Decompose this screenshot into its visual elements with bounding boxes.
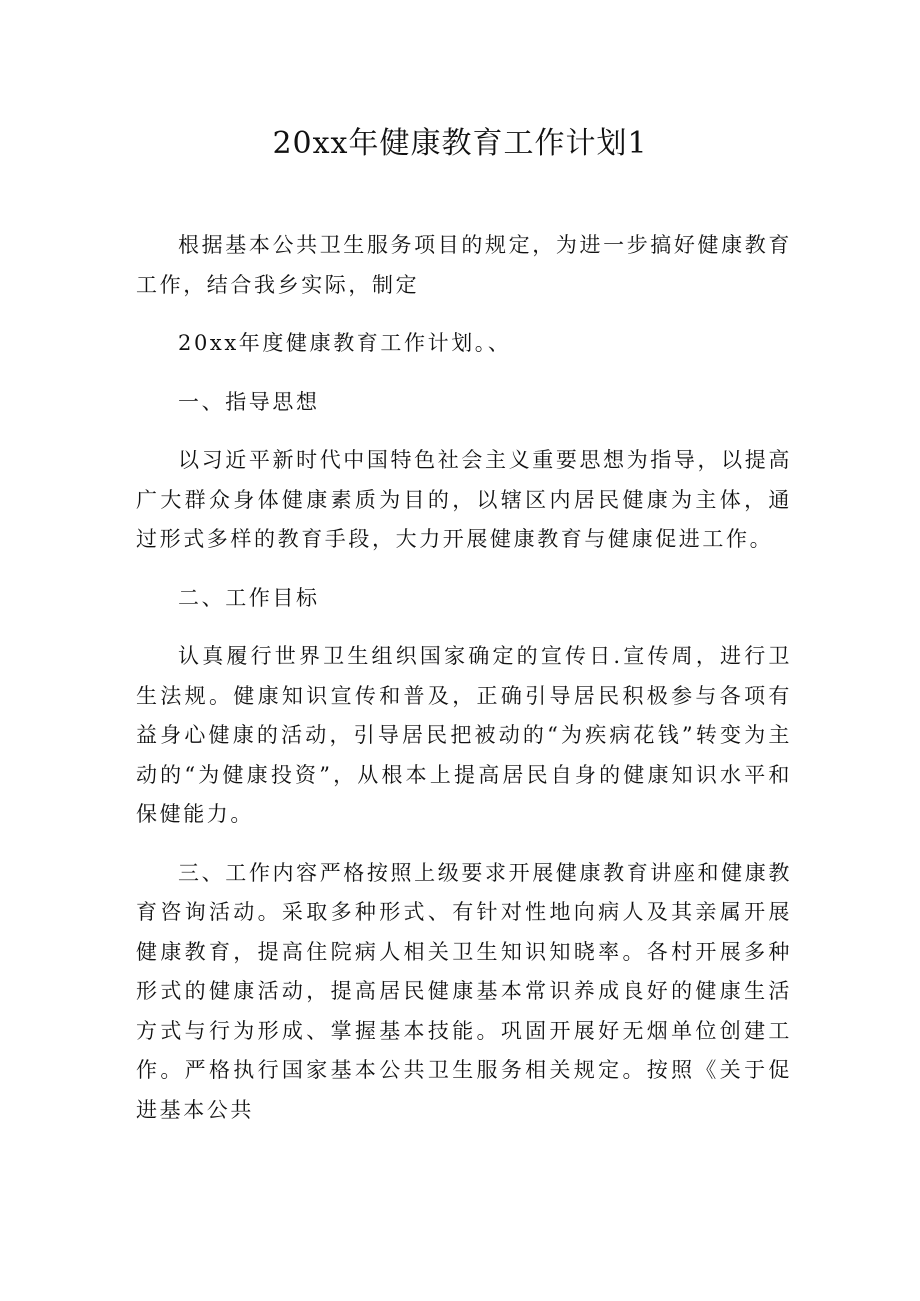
document-body — [136, 226, 792, 1130]
paragraph-plan-title: 20xx年度健康教育工作计划。、 — [178, 331, 512, 355]
paragraph-guiding-ideology: 以习近平新时代中国特色社会主义重要思想为指导，以提高广大群众身体健康素质为目的，以辖区内居民健康为主体，通过形式多样的教育手段，大力开展健康教育与健康促进工作。 — [136, 448, 792, 551]
paragraph-intro: 根据基本公共卫生服务项目的规定，为进一步搞好健康教育工作，结合我乡实际，制定 — [136, 233, 792, 297]
document-title: 20xx年健康教育工作计划1 — [272, 126, 648, 161]
section-heading-work-goals: 二、工作目标 — [178, 585, 320, 610]
paragraph-work-content: 三、工作内容严格按照上级要求开展健康教育讲座和健康教育咨询活动。采取多种形式、有针对性地向病人及其亲属开展健康教育，提高住院病人相关卫生知识知晓率。各村开展多种形式的健康活动，提高居民健康基本常识养成良好的健康生活方式与行为形成、掌握基本技能。巩固开展好无烟单位创建工作。严格执行国家基本公共卫生服务相关规定。按照《关于促进基本公共 — [136, 860, 792, 1122]
paragraph-work-goals: 认真履行世界卫生组织国家确定的宣传日.宣传周，进行卫生法规。健康知识宣传和普及，正确引导居民积极参与各项有益身心健康的活动，引导居民把被动的“为疾病花钱”转变为主动的“为健康投资”，从根本上提高居民自身的健康知识水平和保健能力。 — [136, 644, 792, 826]
section-heading-guiding-ideology: 一、指导思想 — [178, 389, 320, 414]
